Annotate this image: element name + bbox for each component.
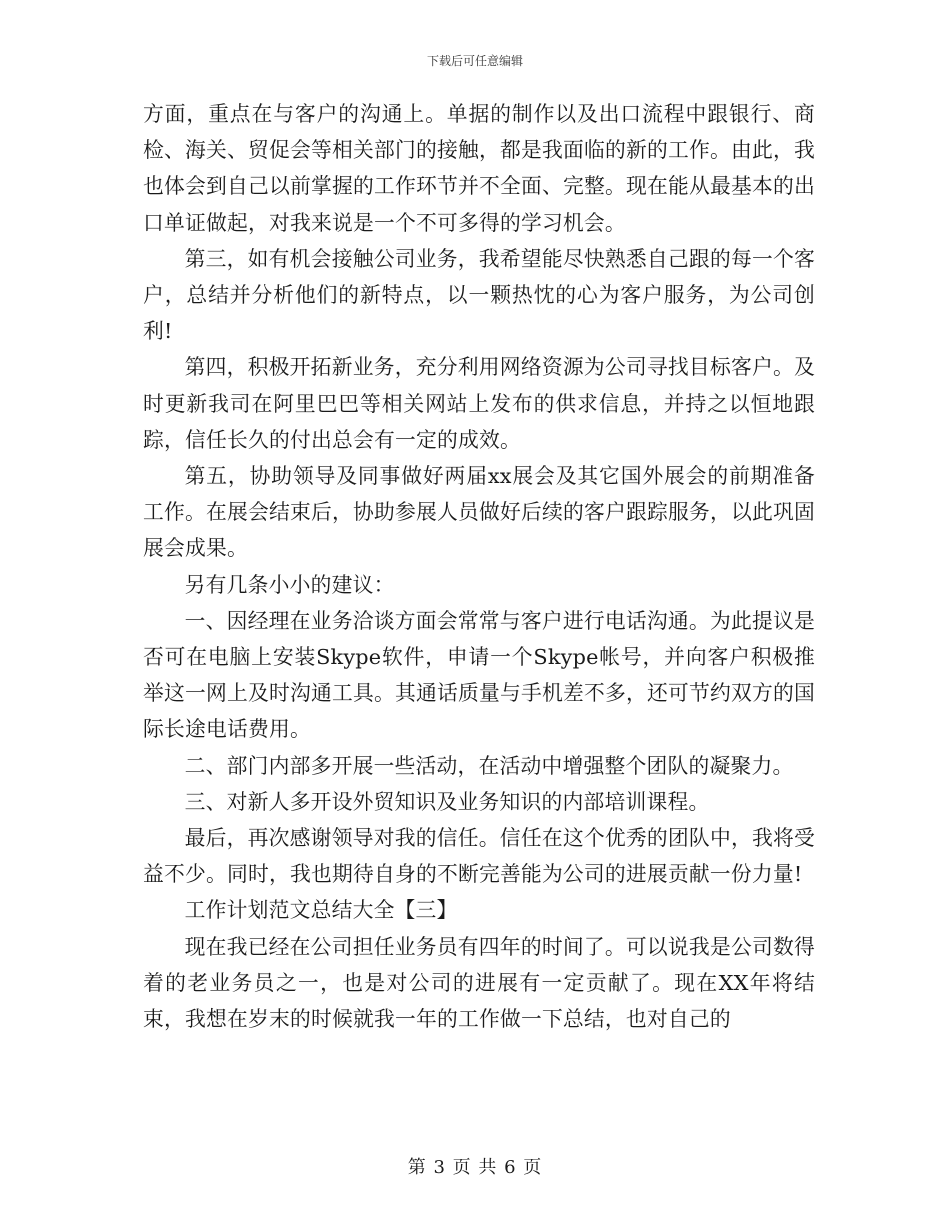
paragraph: 三、对新人多开设外贸知识及业务知识的内部培训课程。: [184, 789, 710, 814]
paragraph: 现在我已经在公司担任业务员有四年的时间了。可以说我是公司数得着的老业务员之一，也是对公司的进展有一定贡献了。现在XX年将结束，我想在岁末的时候就我一年的工作做一下总结，也对自己的: [143, 934, 815, 1032]
page-number-footer: 第 3 页 共 6 页: [407, 1157, 543, 1178]
document-body: [143, 96, 815, 1037]
paragraph: 二、部门内部多开展一些活动，在活动中增强整个团队的凝聚力。: [184, 753, 794, 778]
paragraph: 第三，如有机会接触公司业务，我希望能尽快熟悉自己跟的每一个客户，总结并分析他们的新特点，以一颗热忱的心为客户服务，为公司创利!: [143, 246, 815, 344]
paragraph: 方面，重点在与客户的沟通上。单据的制作以及出口流程中跟银行、商检、海关、贸促会等相关部门的接触，都是我面临的新的工作。由此，我也体会到自己以前掌握的工作环节并不全面、完整。现在能从最基本的出口单证做起，对我来说是一个不可多得的学习机会。: [143, 102, 815, 235]
paragraph: 另有几条小小的建议：: [184, 572, 395, 597]
paragraph: 最后，再次感谢领导对我的信任。信任在这个优秀的团队中，我将受益不少。同时，我也期待自身的不断完善能为公司的进展贡献一份力量!: [143, 826, 815, 887]
paragraph: 第五，协助领导及同事做好两届xx展会及其它国外展会的前期准备工作。在展会结束后，协助参展人员做好后续的客户跟踪服务，以此巩固展会成果。: [143, 464, 815, 561]
page-header: 下载后可任意编辑: [426, 54, 523, 68]
paragraph: 第四，积极开拓新业务，充分利用网络资源为公司寻找目标客户。及时更新我司在阿里巴巴等相关网站上发布的供求信息，并持之以恒地跟踪，信任长久的付出总会有一定的成效。: [143, 355, 815, 452]
section-heading: 工作计划范文总结大全【三】: [184, 898, 458, 923]
paragraph: 一、因经理在业务洽谈方面会常常与客户进行电话沟通。为此提议是否可在电脑上安装Skype软件，申请一个Skype帐号，并向客户积极推举这一网上及时沟通工具。其通话质量与手机差不多，还可节约双方的国际长途电话费用。: [143, 608, 815, 742]
